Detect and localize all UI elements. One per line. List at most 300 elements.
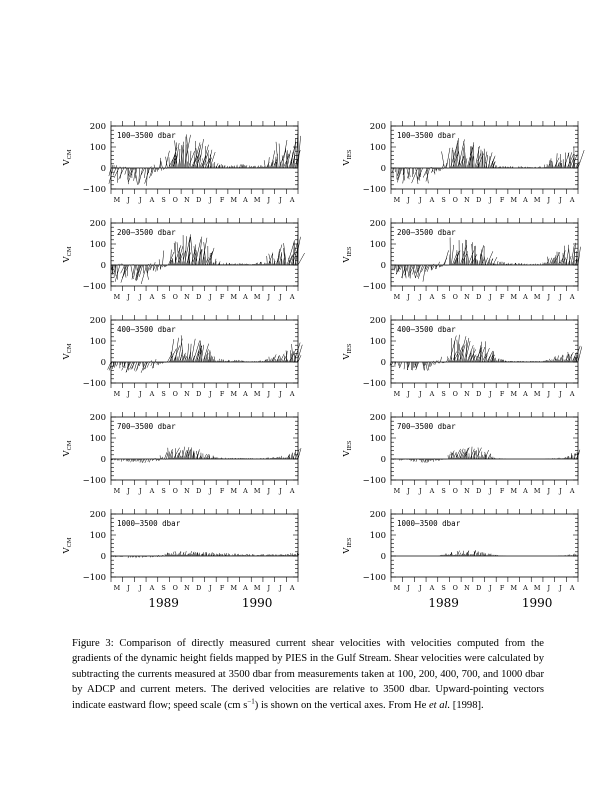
stick-vector — [409, 265, 410, 273]
y-tick-label: 200 — [89, 316, 106, 326]
stick-vector — [216, 163, 218, 168]
stick-vector — [435, 362, 436, 365]
stick-vector — [489, 156, 490, 168]
stick-vector — [128, 168, 133, 182]
month-label: A — [523, 487, 528, 495]
month-label: J — [279, 390, 282, 398]
stick-vector — [122, 362, 123, 365]
stick-vector — [143, 459, 144, 462]
stick-vector — [452, 552, 453, 556]
stick-vector — [298, 253, 305, 265]
panel-label: 100–3500 dbar — [397, 131, 456, 140]
month-label: J — [267, 293, 271, 301]
stick-vector — [550, 158, 551, 168]
stick-vector — [240, 165, 241, 168]
month-label: J — [489, 487, 492, 495]
stick-vector — [187, 162, 188, 168]
month-label: F — [499, 196, 505, 204]
stick-vector — [418, 265, 422, 279]
stick-vector — [449, 254, 450, 265]
y-tick-label: −100 — [362, 573, 386, 583]
y-tick-label: −100 — [362, 476, 386, 486]
month-label: J — [267, 487, 271, 495]
y-axis-title: $V_{CM}$ — [62, 537, 73, 554]
stick-vector — [504, 262, 505, 265]
y-tick-label: 0 — [100, 552, 106, 562]
month-label: O — [452, 390, 458, 398]
month-label: M — [510, 196, 517, 204]
stick-vector — [211, 164, 212, 168]
month-label: J — [127, 390, 130, 398]
month-label: J — [279, 584, 282, 592]
stick-vector — [470, 261, 472, 265]
chart-panel — [62, 121, 301, 204]
month-label: N — [184, 196, 190, 204]
stick-vectors — [109, 132, 301, 185]
month-label: J — [209, 196, 212, 204]
month-label: J — [279, 196, 282, 204]
stick-vector — [166, 453, 167, 459]
stick-vector — [190, 151, 191, 168]
y-tick-label: −100 — [82, 476, 106, 486]
y-tick-label: 200 — [89, 413, 106, 423]
stick-vector — [442, 164, 443, 168]
month-label: N — [464, 390, 470, 398]
stick-vector — [194, 141, 196, 168]
y-tick-label: 100 — [89, 337, 106, 347]
y-tick-label: 100 — [89, 143, 106, 153]
month-label: J — [407, 196, 410, 204]
stick-vector — [449, 454, 450, 459]
stick-vector — [556, 153, 557, 168]
stick-vectors — [392, 138, 584, 184]
stick-vector — [161, 161, 163, 168]
month-label: M — [253, 196, 261, 204]
stick-vector — [114, 168, 119, 178]
y-axis-title: $V_{IES}$ — [342, 343, 353, 360]
stick-vector — [134, 168, 136, 181]
y-tick-label: −100 — [82, 282, 106, 292]
stick-vector — [280, 355, 282, 362]
stick-vector — [503, 263, 504, 265]
month-label: F — [219, 487, 225, 495]
stick-vectors — [108, 335, 303, 372]
month-label: A — [523, 196, 528, 204]
stick-vector — [133, 459, 134, 462]
panel-label: 1000–3500 dbar — [397, 519, 461, 528]
stick-vector — [407, 362, 408, 365]
stick-vector — [190, 449, 191, 459]
stick-vector — [276, 245, 282, 265]
stick-vector — [484, 256, 486, 265]
month-label: S — [161, 487, 166, 495]
stick-vector — [451, 148, 452, 168]
stick-vector — [499, 262, 500, 265]
month-label: M — [533, 390, 541, 398]
month-label: S — [441, 487, 446, 495]
stick-vector — [129, 459, 130, 462]
month-label: J — [407, 293, 410, 301]
month-label: J — [489, 196, 492, 204]
month-label: A — [569, 487, 575, 495]
month-label: M — [533, 487, 541, 495]
stick-vector — [204, 257, 205, 265]
stick-vector — [180, 552, 181, 556]
y-tick-label: 0 — [380, 261, 386, 271]
month-label: J — [547, 293, 551, 301]
month-label: F — [219, 293, 225, 301]
month-label: A — [429, 487, 435, 495]
panel-label: 1000–3500 dbar — [117, 519, 181, 528]
y-axis-title: $V_{IES}$ — [342, 149, 353, 166]
y-tick-label: 100 — [89, 434, 106, 444]
month-label: M — [253, 390, 261, 398]
stick-vector — [177, 356, 178, 362]
stick-vector — [482, 455, 483, 459]
y-axis-title: $V_{IES}$ — [342, 246, 353, 263]
stick-vector — [428, 362, 429, 370]
month-label: M — [393, 584, 401, 592]
month-label: A — [429, 584, 435, 592]
stick-vector — [199, 553, 200, 556]
month-label: J — [267, 584, 271, 592]
month-label: A — [289, 390, 295, 398]
y-tick-label: 200 — [89, 219, 106, 229]
month-label: J — [407, 390, 410, 398]
stick-vector — [578, 150, 584, 168]
month-label: M — [533, 196, 541, 204]
y-tick-label: −100 — [362, 282, 386, 292]
stick-vector — [127, 459, 128, 461]
stick-vector — [116, 362, 117, 366]
stick-vector — [398, 362, 399, 366]
stick-vector — [134, 265, 136, 277]
y-tick-label: −100 — [82, 573, 106, 583]
y-tick-label: 0 — [380, 455, 386, 465]
month-label: J — [559, 293, 562, 301]
month-label: O — [172, 293, 178, 301]
month-label: A — [429, 293, 435, 301]
month-label: A — [149, 196, 155, 204]
stick-vector — [397, 168, 402, 182]
stick-vector — [564, 359, 565, 362]
month-label: J — [418, 487, 422, 495]
stick-vectors — [393, 237, 581, 281]
stick-vector — [413, 459, 414, 462]
stick-vector — [137, 265, 141, 280]
y-tick-label: −100 — [362, 185, 386, 195]
month-label: M — [393, 196, 401, 204]
stick-vector — [214, 356, 215, 362]
stick-vector — [273, 159, 276, 168]
caption-text — [72, 636, 544, 713]
month-label: M — [230, 293, 237, 301]
month-label: J — [267, 390, 271, 398]
stick-vector — [467, 253, 469, 265]
stick-vector — [197, 449, 199, 459]
y-tick-label: 100 — [369, 240, 386, 250]
month-label: O — [452, 487, 458, 495]
month-label: O — [452, 584, 458, 592]
y-tick-label: 0 — [380, 164, 386, 174]
stick-vector — [298, 355, 301, 362]
month-label: M — [510, 584, 517, 592]
stick-vector — [219, 553, 220, 556]
month-label: M — [533, 293, 541, 301]
month-label: J — [267, 196, 271, 204]
stick-vector — [211, 356, 212, 362]
stick-vector — [548, 359, 550, 362]
stick-vectors — [111, 447, 301, 463]
month-label: J — [138, 584, 142, 592]
y-tick-label: 100 — [89, 531, 106, 541]
stick-vector — [119, 168, 124, 179]
month-label: D — [196, 584, 202, 592]
month-label: A — [523, 584, 528, 592]
stick-vector — [226, 553, 227, 556]
y-tick-label: 200 — [369, 219, 386, 229]
month-label: A — [243, 196, 248, 204]
month-label: J — [279, 487, 282, 495]
stick-vector — [574, 248, 575, 265]
month-label: M — [510, 390, 517, 398]
month-label: J — [407, 584, 410, 592]
month-label: M — [510, 293, 517, 301]
stick-vector — [468, 457, 469, 459]
stick-vector — [543, 263, 544, 265]
y-tick-label: 200 — [369, 413, 386, 423]
stick-vector — [495, 165, 496, 168]
stick-vector — [179, 149, 180, 168]
month-label: A — [289, 196, 295, 204]
month-label: S — [441, 390, 446, 398]
stick-vector — [144, 362, 147, 369]
stick-vector — [568, 352, 569, 362]
panel-label: 400–3500 dbar — [117, 325, 176, 334]
stick-vector — [578, 347, 582, 362]
stick-vector — [565, 163, 566, 168]
month-label: A — [523, 390, 528, 398]
stick-vector — [458, 139, 464, 168]
stick-vector — [404, 362, 405, 369]
stick-vector — [172, 552, 174, 556]
stick-vector — [549, 160, 550, 168]
stick-vector — [471, 156, 472, 168]
stick-vector — [444, 250, 448, 265]
stick-vector — [200, 344, 201, 362]
stick-vector — [476, 356, 477, 362]
stick-vector — [477, 260, 478, 265]
month-label: J — [489, 584, 492, 592]
caption-superscript: −1 — [247, 697, 255, 706]
month-label: A — [523, 293, 528, 301]
stick-vectors — [111, 234, 305, 284]
month-label: A — [243, 584, 248, 592]
stick-vectors — [390, 335, 582, 371]
stick-vector — [219, 359, 220, 362]
stick-vector — [427, 459, 428, 463]
month-label: J — [418, 196, 422, 204]
month-label: M — [230, 390, 237, 398]
month-label: S — [161, 196, 166, 204]
stick-vector — [395, 168, 396, 172]
panel-label: 700–3500 dbar — [117, 422, 176, 431]
month-label: M — [253, 487, 261, 495]
month-label: J — [209, 390, 212, 398]
stick-vector — [473, 145, 474, 168]
month-label: A — [289, 584, 295, 592]
stick-vector — [113, 168, 116, 175]
stick-vector — [194, 453, 195, 459]
month-label: A — [289, 293, 295, 301]
y-tick-label: 100 — [369, 434, 386, 444]
stick-vector — [462, 553, 463, 556]
stick-vector — [281, 252, 282, 265]
panel-label: 700–3500 dbar — [397, 422, 456, 431]
stick-vector — [440, 357, 441, 362]
month-label: F — [219, 390, 225, 398]
month-label: N — [184, 487, 190, 495]
stick-vector — [168, 448, 169, 459]
month-label: A — [569, 196, 575, 204]
year-label: 1990 — [241, 596, 273, 610]
month-label: D — [476, 196, 482, 204]
month-label: N — [464, 293, 470, 301]
stick-vector — [131, 459, 132, 462]
month-label: S — [441, 584, 446, 592]
stick-vectors — [111, 551, 299, 558]
stick-vector — [149, 459, 150, 462]
month-label: F — [499, 487, 505, 495]
month-label: A — [149, 390, 155, 398]
chart-panel — [342, 509, 578, 610]
stick-vector — [270, 359, 271, 362]
stick-vector — [202, 145, 209, 168]
y-tick-label: 0 — [380, 358, 386, 368]
stick-vector — [185, 236, 186, 265]
chart-panel — [62, 218, 305, 301]
month-label: A — [569, 584, 575, 592]
stick-vector — [210, 357, 211, 362]
month-label: M — [113, 487, 121, 495]
month-label: A — [149, 293, 155, 301]
month-label: D — [196, 293, 202, 301]
month-label: A — [243, 487, 248, 495]
stick-vector — [275, 359, 276, 362]
y-tick-label: 200 — [369, 510, 386, 520]
stick-vector — [181, 456, 182, 459]
stick-vector — [181, 254, 182, 265]
stick-vector — [402, 265, 403, 278]
chart-panel — [342, 121, 584, 204]
stick-vector — [479, 163, 480, 168]
stick-vector — [172, 354, 173, 362]
stick-vectors — [391, 447, 580, 463]
stick-vector — [162, 251, 163, 265]
y-axis-title: $V_{IES}$ — [342, 440, 353, 457]
stick-vector — [550, 258, 554, 265]
y-tick-label: 100 — [369, 531, 386, 541]
stick-vector — [121, 265, 127, 283]
month-label: J — [418, 293, 422, 301]
month-label: F — [219, 584, 225, 592]
month-label: O — [172, 584, 178, 592]
month-label: O — [172, 196, 178, 204]
month-label: J — [138, 390, 142, 398]
month-label: F — [219, 196, 225, 204]
month-label: J — [127, 584, 130, 592]
stick-vector — [231, 165, 232, 168]
month-label: F — [499, 584, 505, 592]
month-label: S — [161, 390, 166, 398]
stick-vector — [148, 459, 149, 462]
y-tick-label: −100 — [82, 379, 106, 389]
month-label: J — [209, 293, 212, 301]
month-label: S — [161, 584, 166, 592]
month-label: M — [230, 584, 237, 592]
y-tick-label: 0 — [100, 358, 106, 368]
stick-vector — [142, 459, 143, 463]
month-label: A — [429, 196, 435, 204]
stick-vector — [480, 553, 481, 556]
month-label: M — [253, 293, 261, 301]
month-label: D — [196, 487, 202, 495]
month-label: A — [243, 390, 248, 398]
stick-vector — [208, 359, 209, 362]
stick-vector — [204, 552, 205, 556]
y-tick-label: −100 — [82, 185, 106, 195]
month-label: J — [138, 487, 142, 495]
stick-vector — [555, 255, 556, 265]
month-label: N — [464, 196, 470, 204]
stick-vector — [463, 448, 468, 459]
month-label: M — [253, 584, 261, 592]
stick-vector — [574, 346, 580, 362]
y-tick-label: 200 — [89, 122, 106, 132]
stick-vector — [189, 553, 190, 556]
stick-vector — [423, 459, 424, 462]
month-label: N — [184, 390, 190, 398]
month-label: A — [243, 293, 248, 301]
month-label: J — [418, 584, 422, 592]
month-label: O — [172, 390, 178, 398]
month-label: A — [569, 293, 575, 301]
month-label: J — [418, 390, 422, 398]
stick-vector — [157, 362, 158, 365]
month-label: J — [559, 196, 562, 204]
month-label: J — [127, 293, 130, 301]
month-label: J — [127, 196, 130, 204]
panel-label: 200–3500 dbar — [397, 228, 456, 237]
month-label: S — [161, 293, 166, 301]
stick-vector — [191, 237, 194, 265]
stick-vector — [576, 251, 577, 265]
y-axis-title: $V_{CM}$ — [62, 343, 73, 360]
stick-vector — [481, 452, 482, 459]
stick-vector — [486, 155, 488, 168]
stick-vector — [155, 262, 156, 265]
stick-vector — [131, 265, 134, 279]
caption-part3: [1998]. — [450, 699, 484, 711]
month-label: J — [547, 487, 551, 495]
stick-vector — [549, 258, 551, 265]
stick-vector — [488, 554, 489, 556]
month-label: A — [149, 584, 155, 592]
panel-label: 200–3500 dbar — [117, 228, 176, 237]
stick-vector — [281, 456, 282, 459]
y-tick-label: 200 — [369, 122, 386, 132]
month-label: D — [196, 390, 202, 398]
